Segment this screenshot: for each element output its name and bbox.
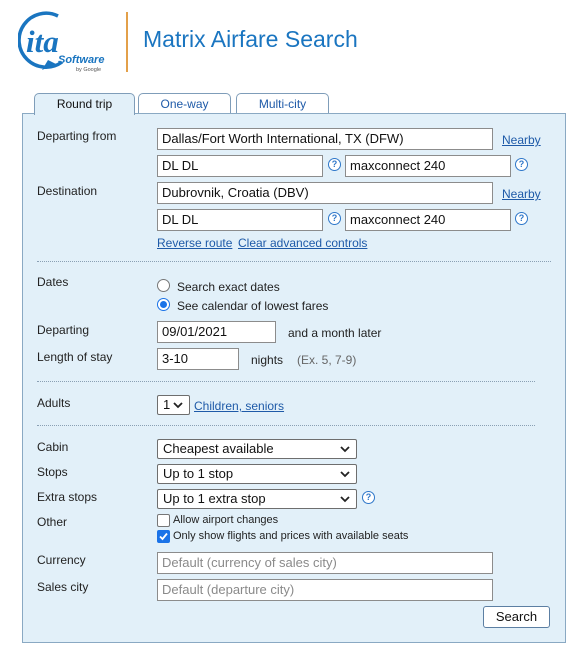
only-available-seats-checkbox[interactable] xyxy=(157,530,170,543)
length-of-stay-label: Length of stay xyxy=(37,350,113,364)
search-form-panel xyxy=(22,113,566,643)
destination-extension-codes-input[interactable]: maxconnect 240 xyxy=(345,209,511,231)
destination-label: Destination xyxy=(37,184,98,198)
nights-label: nights xyxy=(251,353,284,367)
reverse-route-link[interactable]: Reverse route xyxy=(157,236,233,250)
cabin-label: Cabin xyxy=(37,440,69,454)
sales-city-input[interactable]: Default (departure city) xyxy=(157,579,493,601)
cabin-select[interactable]: Cheapest available xyxy=(157,439,357,459)
checkmark-icon xyxy=(159,532,168,541)
length-of-stay-input[interactable]: 3-10 xyxy=(157,348,239,370)
section-divider xyxy=(37,261,551,262)
origin-extension-codes-input[interactable]: maxconnect 240 xyxy=(345,155,511,177)
section-divider xyxy=(37,381,535,382)
origin-nearby-link[interactable]: Nearby xyxy=(502,133,541,147)
currency-input[interactable]: Default (currency of sales city) xyxy=(157,552,493,574)
extra-stops-help-icon[interactable]: ? xyxy=(362,491,375,504)
length-of-stay-example: (Ex. 5, 7-9) xyxy=(297,353,357,367)
departing-from-label: Departing from xyxy=(37,129,117,143)
chevron-down-icon xyxy=(172,399,184,411)
search-button[interactable]: Search xyxy=(483,606,550,628)
extra-stops-select[interactable]: Up to 1 extra stop xyxy=(157,489,357,509)
tab-multi-city[interactable]: Multi-city xyxy=(236,93,329,114)
origin-routing-help-icon[interactable]: ? xyxy=(328,158,341,171)
tab-round-trip[interactable]: Round trip xyxy=(34,93,135,115)
departing-label: Departing xyxy=(37,323,90,337)
origin-routing-codes-input[interactable]: DL DL xyxy=(157,155,323,177)
calendar-lowest-fares-radio[interactable] xyxy=(157,298,170,311)
svg-text:ita: ita xyxy=(26,24,59,59)
svg-text:Software: Software xyxy=(58,54,105,66)
other-label: Other xyxy=(37,515,68,529)
only-available-seats-label: Only show flights and prices with available seats xyxy=(173,530,409,542)
svg-text:by Google: by Google xyxy=(76,67,102,73)
clear-advanced-controls-link[interactable]: Clear advanced controls xyxy=(238,236,368,250)
origin-extension-help-icon[interactable]: ? xyxy=(515,158,528,171)
chevron-down-icon xyxy=(339,493,351,505)
departure-date-input[interactable]: 09/01/2021 xyxy=(157,321,276,343)
children-seniors-link[interactable]: Children, seniors xyxy=(194,399,285,413)
stops-select[interactable]: Up to 1 stop xyxy=(157,464,357,484)
allow-airport-changes-label: Allow airport changes xyxy=(173,514,279,526)
search-exact-dates-label: Search exact dates xyxy=(177,280,280,294)
search-exact-dates-radio[interactable] xyxy=(157,279,170,292)
stops-label: Stops xyxy=(37,465,68,479)
adults-label: Adults xyxy=(37,396,71,410)
allow-airport-changes-checkbox[interactable] xyxy=(157,514,170,527)
destination-nearby-link[interactable]: Nearby xyxy=(502,187,541,201)
dates-label: Dates xyxy=(37,275,69,289)
destination-input[interactable]: Dubrovnik, Croatia (DBV) xyxy=(157,182,493,204)
origin-input[interactable]: Dallas/Fort Worth International, TX (DFW) xyxy=(157,128,493,150)
header-divider xyxy=(126,12,128,72)
adults-select[interactable]: 1 xyxy=(157,395,190,415)
destination-extension-help-icon[interactable]: ? xyxy=(515,212,528,225)
tab-one-way[interactable]: One-way xyxy=(138,93,231,114)
ita-software-logo xyxy=(18,8,134,74)
extra-stops-label: Extra stops xyxy=(37,490,98,504)
chevron-down-icon xyxy=(339,443,351,455)
currency-label: Currency xyxy=(37,553,86,567)
departing-range-text: and a month later xyxy=(288,326,382,340)
page-title: Matrix Airfare Search xyxy=(143,26,358,52)
sales-city-label: Sales city xyxy=(37,580,89,594)
destination-routing-codes-input[interactable]: DL DL xyxy=(157,209,323,231)
destination-routing-help-icon[interactable]: ? xyxy=(328,212,341,225)
chevron-down-icon xyxy=(339,468,351,480)
calendar-lowest-fares-label: See calendar of lowest fares xyxy=(177,299,329,313)
section-divider xyxy=(37,425,535,426)
